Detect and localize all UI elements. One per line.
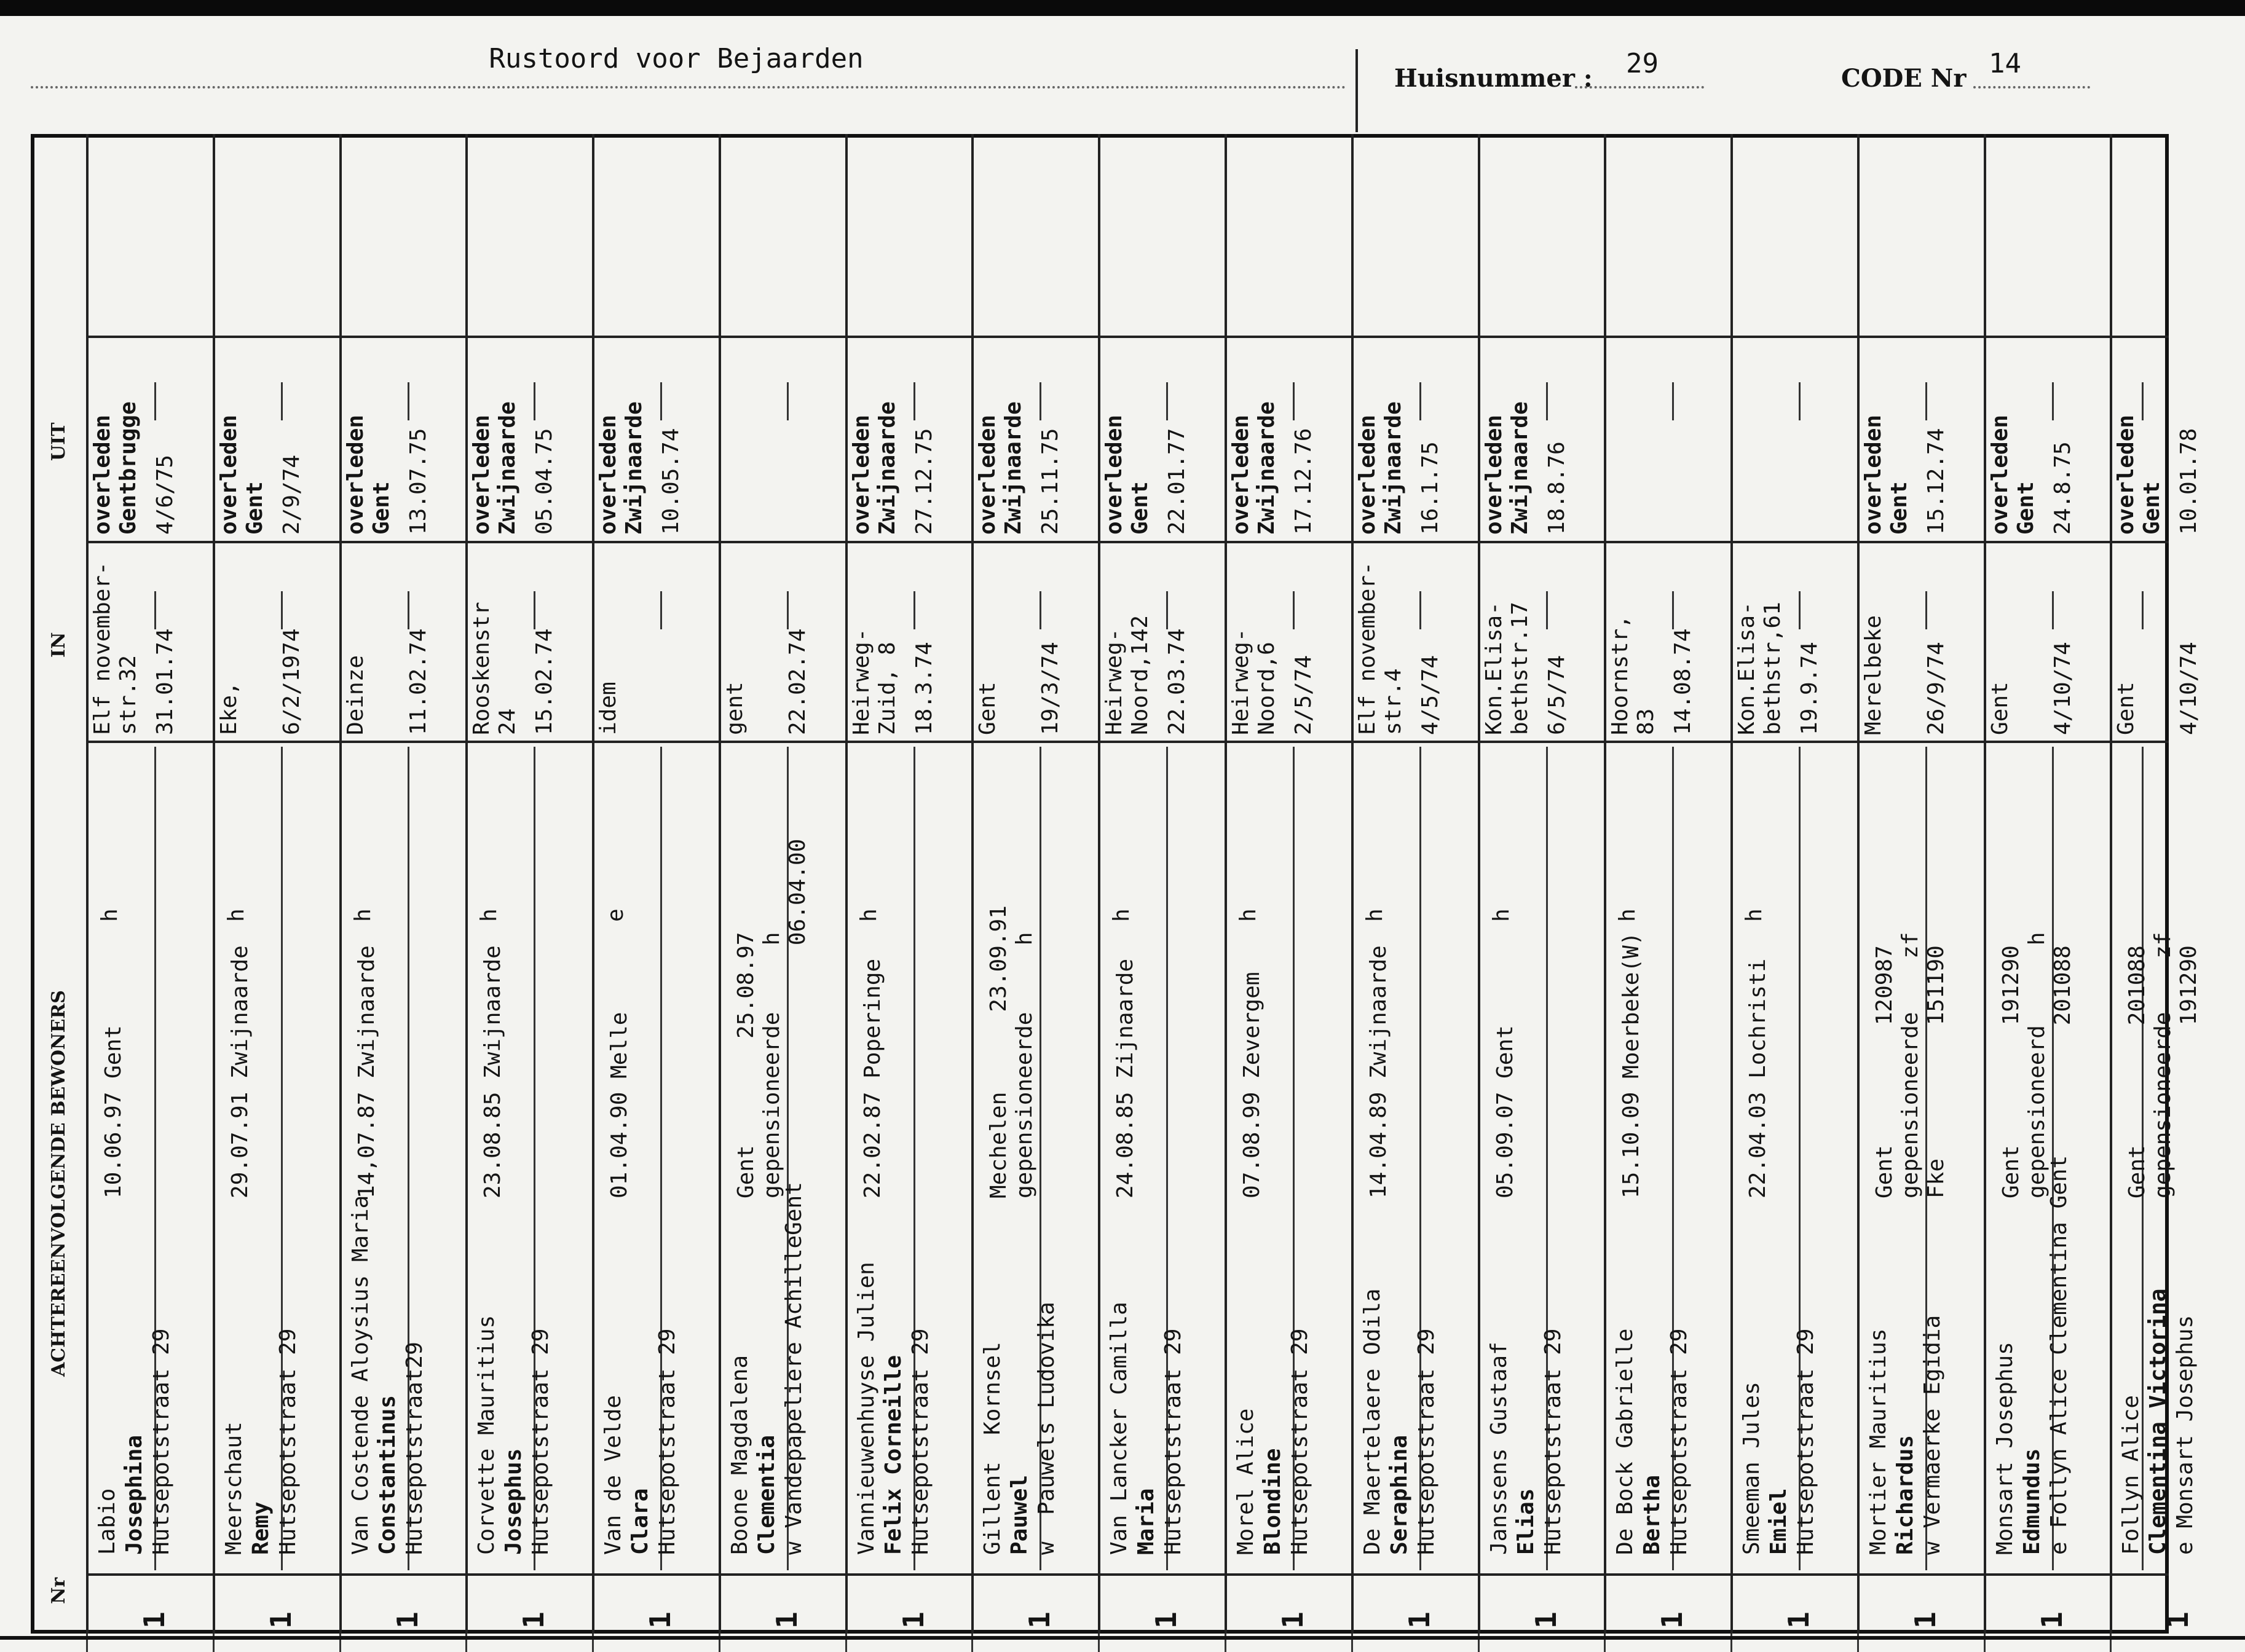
resident-name: Corvette Mauritius	[474, 1315, 499, 1555]
out-date: 05.04.75	[532, 428, 557, 535]
row-number: 1	[1782, 1611, 1815, 1629]
out-date-divider	[787, 382, 789, 420]
row-number: 1	[1655, 1611, 1689, 1629]
in-date: 18.3.74	[912, 642, 937, 735]
in-place: Gent	[975, 682, 1000, 735]
out-date-divider	[534, 382, 535, 420]
birth-info: 01.04.90 Melle	[607, 1012, 632, 1198]
row-separator	[1984, 134, 1986, 1634]
resident-name: Boone Magdalena	[727, 1355, 752, 1555]
in-date: 4/5/74	[1418, 655, 1443, 735]
row-number: 1	[1023, 1611, 1056, 1629]
in-date: 4/10/74	[2176, 642, 2201, 735]
in-date-divider	[1419, 591, 1421, 629]
row-number: 1	[1529, 1611, 1563, 1629]
out-status: overleden Gent	[216, 414, 267, 535]
out-status: overleden Zwijnaarde	[1228, 401, 1279, 535]
resident-address: Hutsepotstraat 29	[1161, 1328, 1186, 1555]
code-dotted-line	[1973, 86, 2090, 88]
resident-address: Hutsepotstraat 29	[908, 1328, 933, 1555]
row-separator	[2110, 134, 2112, 1634]
row-separator	[339, 134, 342, 1634]
birth-info: 15.10.09 Moerbeke(W)	[1619, 932, 1644, 1198]
in-place: Eke,	[216, 682, 242, 735]
row-number: 1	[770, 1611, 803, 1629]
resident-address: Hutsepotstraat 29	[149, 1328, 174, 1555]
huisnummer-dotted-line	[1575, 86, 1704, 88]
out-status: overleden Gentbrugge	[90, 401, 141, 535]
resident-address: e Follyn Alice Clementina Gent	[2046, 1155, 2072, 1555]
column-header-bewoners: ACHTEREENVOLGENDE BEWONERS	[48, 990, 69, 1377]
in-date-divider	[1672, 591, 1674, 629]
resident-address: e Monsart Josephus	[2172, 1315, 2198, 1555]
resident-name: De Bock Gabrielle	[1612, 1328, 1638, 1555]
birth-info: 10.06.97 Gent	[101, 1025, 126, 1198]
resident-given-name: Pauwel	[1007, 1474, 1032, 1555]
out-date: 22.01.77	[1164, 428, 1190, 535]
in-place: Merelbeke	[1861, 615, 1886, 735]
row-separator	[1098, 134, 1100, 1634]
in-place: Heirweg- Noord,142	[1102, 615, 1153, 735]
in-date-divider	[1799, 591, 1801, 629]
birth-info: Gent 25.08.97 gepensioneerde h 06.04.00	[733, 838, 810, 1198]
row-separator	[719, 134, 721, 1634]
resident-address: Hutsepotstraat 29	[655, 1328, 680, 1555]
resident-given-name: Seraphina	[1387, 1434, 1412, 1555]
resident-address: Hutsepotstraat 29	[1667, 1328, 1692, 1555]
in-date: 2/5/74	[1291, 655, 1316, 735]
row-separator	[86, 134, 89, 1634]
resident-name: Morel Alice	[1233, 1408, 1258, 1555]
sex-marker: h	[1489, 908, 1514, 922]
resident-name: Vannieuwenhuyse Julien	[854, 1262, 879, 1555]
out-date-divider	[913, 382, 915, 420]
resident-given-name: Richardus	[1893, 1434, 1918, 1555]
resident-name: Labio	[95, 1488, 120, 1555]
row-separator	[213, 134, 215, 1634]
in-date-divider	[913, 591, 915, 629]
in-date-divider	[154, 591, 156, 629]
in-date: 4/10/74	[2050, 642, 2075, 735]
resident-address: Hutsepotstraat 29	[1793, 1328, 1818, 1555]
row-separator	[1857, 134, 1860, 1634]
institution-title: Rustoord voor Bejaarden	[489, 43, 864, 74]
resident-address: Hutsepotstraat 29	[1287, 1328, 1312, 1555]
resident-name: Mortier Mauritius	[1866, 1328, 1891, 1555]
resident-name: Monsart Josephus	[1992, 1342, 2018, 1555]
in-date-divider	[1546, 591, 1548, 629]
resident-given-name: Felix Corneille	[881, 1355, 906, 1555]
resident-address: Hutsepotstraat29	[402, 1342, 427, 1555]
birth-info: 14.04.89 Zwijnaarde	[1366, 945, 1391, 1198]
out-date-divider	[660, 382, 662, 420]
code-label: CODE Nr	[1841, 64, 1967, 93]
bewoners-nr-rule	[86, 1573, 2169, 1576]
resident-given-name: Clementina Victorina	[2145, 1288, 2171, 1555]
row-number: 1	[897, 1611, 930, 1629]
row-separator	[465, 134, 468, 1634]
resident-given-name: Constantinus	[375, 1394, 400, 1555]
resident-address: Hutsepotstraat 29	[528, 1328, 553, 1555]
resident-name: Van Costende Aloysius Maria	[348, 1195, 373, 1555]
in-date-divider	[2052, 591, 2054, 629]
in-place: Deinze	[343, 655, 368, 735]
out-status: overleden Zwijnaarde	[975, 401, 1026, 535]
birth-info: Gent 201088 gepensioneerde zf 191290	[2125, 932, 2201, 1198]
in-date: 15.02.74	[532, 628, 557, 735]
out-date: 24.8.75	[2050, 441, 2075, 535]
out-status: overleden Gent	[2113, 414, 2164, 535]
row-number: 1	[391, 1611, 424, 1629]
in-date-divider	[1925, 591, 1927, 629]
out-date-divider	[1419, 382, 1421, 420]
sex-marker: h	[1742, 908, 1767, 922]
in-bewoners-rule	[86, 741, 2169, 743]
in-date-divider	[534, 591, 535, 629]
out-status: overleden Zwijnaarde	[1355, 401, 1406, 535]
in-date-divider	[787, 591, 789, 629]
birth-info: Gent 120987 gepensioneerde zf Fke 151190	[1872, 932, 1949, 1198]
resident-given-name: Elias	[1513, 1488, 1539, 1555]
code-value: 14	[1989, 48, 2021, 79]
row-separator	[1351, 134, 1354, 1634]
resident-address: w Vermaerke Egidia	[1920, 1315, 1945, 1555]
sex-marker: h	[97, 908, 122, 922]
uit-top-rule	[86, 336, 2169, 338]
birth-info: 05.09.07 Gent	[1493, 1025, 1518, 1198]
huisnummer-label: Huisnummer :	[1394, 64, 1593, 93]
row-separator	[971, 134, 974, 1634]
in-date: 19/3/74	[1038, 642, 1063, 735]
row-number: 1	[1276, 1611, 1309, 1629]
resident-given-name: Emiel	[1766, 1488, 1791, 1555]
resident-given-name: Bertha	[1639, 1474, 1665, 1555]
row-separator	[1225, 134, 1227, 1634]
resident-given-name: Edmundus	[2019, 1448, 2045, 1555]
resident-given-name: Clementia	[754, 1434, 779, 1555]
resident-name: Smeeman Jules	[1739, 1382, 1764, 1555]
row-separator	[1604, 134, 1606, 1634]
row-separator	[1730, 134, 1733, 1634]
in-date: 14.08.74	[1670, 628, 1695, 735]
in-date: 6/5/74	[1544, 655, 1569, 735]
resident-given-name: Clara	[628, 1488, 653, 1555]
out-status: overleden Zwijnaarde	[596, 401, 647, 535]
in-place: Hoornstr, 83	[1608, 615, 1659, 735]
in-date: 31.01.74	[152, 628, 178, 735]
in-place: Gent	[2113, 682, 2139, 735]
in-date-divider	[1040, 591, 1041, 629]
title-dotted-line	[31, 86, 1346, 88]
sex-marker: h	[856, 908, 882, 922]
sex-marker: h	[1362, 908, 1387, 922]
in-place: Gent	[1987, 682, 2013, 735]
out-date-divider	[1166, 382, 1168, 420]
in-date: 6/2/1974	[279, 628, 304, 735]
resident-given-name: Maria	[1134, 1488, 1159, 1555]
out-date: 16.1.75	[1418, 441, 1443, 535]
in-place: Elf november- str.4	[1355, 562, 1406, 735]
resident-name: Meerschaut	[221, 1422, 247, 1555]
out-date-divider	[1799, 382, 1801, 420]
resident-address: Hutsepotstraat 29	[275, 1328, 301, 1555]
out-status: overleden Zwijnaarde	[1482, 401, 1533, 535]
sex-marker: h	[224, 908, 249, 922]
birth-info: 29.07.91 Zwijnaarde	[227, 945, 253, 1198]
out-date-divider	[1293, 382, 1295, 420]
out-date: 25.11.75	[1038, 428, 1063, 535]
in-place: gent	[722, 682, 748, 735]
resident-address: w Pauwels Ludovika	[1034, 1302, 1059, 1555]
row-number: 1	[644, 1611, 677, 1629]
in-date: 19.9.74	[1797, 642, 1822, 735]
birth-info: 14,07.87 Zwijnaarde	[354, 945, 379, 1198]
resident-given-name: Josephus	[501, 1448, 526, 1555]
out-status: overleden Gent	[1102, 414, 1153, 535]
row-number: 1	[138, 1611, 171, 1629]
out-status: overleden Zwijnaarde	[469, 401, 520, 535]
huisnummer-value: 29	[1626, 48, 1659, 79]
row-separator	[1478, 134, 1480, 1634]
out-date-divider	[1672, 382, 1674, 420]
row-number: 1	[1150, 1611, 1183, 1629]
in-date: 11.02.74	[406, 628, 431, 735]
resident-address: w Vandepapeliere AchilleGent	[781, 1182, 807, 1555]
out-date-divider	[281, 382, 283, 420]
resident-given-name: Josephina	[122, 1434, 147, 1555]
in-place: Heirweg- Zuid, 8	[849, 628, 900, 735]
column-header-uit: UIT	[48, 422, 69, 461]
out-date: 15.12.74	[1923, 428, 1949, 535]
column-header-in: IN	[48, 632, 69, 658]
in-date: 22.03.74	[1164, 628, 1190, 735]
in-place: Rooskenstr 24	[469, 602, 520, 735]
resident-name: Follyn Alice	[2118, 1394, 2144, 1555]
in-date-divider	[660, 591, 662, 629]
in-date-divider	[1293, 591, 1295, 629]
in-date: 22.02.74	[785, 628, 810, 735]
in-date-divider	[1166, 591, 1168, 629]
in-place: Elf november- str.32	[90, 562, 141, 735]
out-date: 2/9/74	[279, 454, 304, 535]
out-date-divider	[1546, 382, 1548, 420]
resident-address: Hutsepotstraat 29	[1414, 1328, 1439, 1555]
resident-name: Van Lancker Camilla	[1107, 1302, 1132, 1555]
resident-given-name: Remy	[248, 1501, 274, 1555]
uit-in-rule	[86, 541, 2169, 543]
birth-info: 07.08.99 Zevergem	[1239, 972, 1265, 1198]
row-number: 1	[264, 1611, 298, 1629]
header-divider	[1355, 49, 1358, 132]
birth-info: 22.02.87 Poperinge	[860, 958, 885, 1198]
in-date-divider	[281, 591, 283, 629]
row-number: 1	[517, 1611, 550, 1629]
in-place: Heirweg- Noord,6	[1228, 628, 1279, 735]
column-header-nr: Nr	[48, 1577, 69, 1604]
in-date-divider	[2142, 591, 2144, 629]
row-number: 1	[2161, 1611, 2195, 1629]
sex-marker: e	[603, 908, 628, 922]
resident-name: Janssens Gustaaf	[1486, 1342, 1512, 1555]
resident-given-name: Blondine	[1260, 1448, 1285, 1555]
out-date: 10.05.74	[658, 428, 684, 535]
sex-marker: h	[350, 908, 376, 922]
row-number: 1	[1403, 1611, 1436, 1629]
sex-marker: h	[1109, 908, 1134, 922]
out-date-divider	[1925, 382, 1927, 420]
out-status: overleden Gent	[343, 414, 394, 535]
row-separator	[592, 134, 594, 1634]
birth-info: 23.08.85 Zwijnaarde	[480, 945, 505, 1198]
in-place: Kon.Elisa- bethstr.17	[1482, 602, 1533, 735]
out-status: overleden Gent	[1987, 414, 2038, 535]
out-date: 17.12.76	[1291, 428, 1316, 535]
sex-marker: h	[1615, 908, 1640, 922]
out-date-divider	[2052, 382, 2054, 420]
sex-marker: h	[1236, 908, 1261, 922]
in-place: idem	[596, 682, 621, 735]
out-date-divider	[1040, 382, 1041, 420]
row-number: 1	[1909, 1611, 1942, 1629]
birth-info: Gent 191290 gepensioneerd h 201088	[1998, 932, 2075, 1198]
in-date-divider	[408, 591, 409, 629]
out-date: 10.01.78	[2176, 428, 2201, 535]
resident-name: De Maertelaere Odila	[1360, 1288, 1385, 1555]
out-status: overleden Zwijnaarde	[849, 401, 900, 535]
row-separator	[845, 134, 848, 1634]
resident-address: Hutsepotstraat 29	[1541, 1328, 1566, 1555]
out-date: 18.8.76	[1544, 441, 1569, 535]
out-date-divider	[154, 382, 156, 420]
out-status: overleden Gent	[1861, 414, 1912, 535]
out-date: 13.07.75	[406, 428, 431, 535]
out-date: 4/6/75	[152, 454, 178, 535]
resident-name: Gillent Kornsel	[980, 1342, 1005, 1555]
resident-name: Van de Velde	[601, 1394, 626, 1555]
out-date-divider	[408, 382, 409, 420]
bottom-border-line	[0, 1636, 2245, 1640]
sex-marker: h	[476, 908, 502, 922]
out-date: 27.12.75	[912, 428, 937, 535]
top-black-band	[0, 0, 2245, 16]
in-date: 26/9/74	[1923, 642, 1949, 735]
birth-info: 22.04.03 Lochristi	[1745, 958, 1770, 1198]
row-number: 1	[2035, 1611, 2069, 1629]
birth-info: 24.08.85 Zijnaarde	[1113, 958, 1138, 1198]
birth-info: Mechelen 23.09.91 gepensioneerde h	[986, 905, 1037, 1198]
in-place: Kon.Elisa- bethstr,61	[1734, 602, 1785, 735]
